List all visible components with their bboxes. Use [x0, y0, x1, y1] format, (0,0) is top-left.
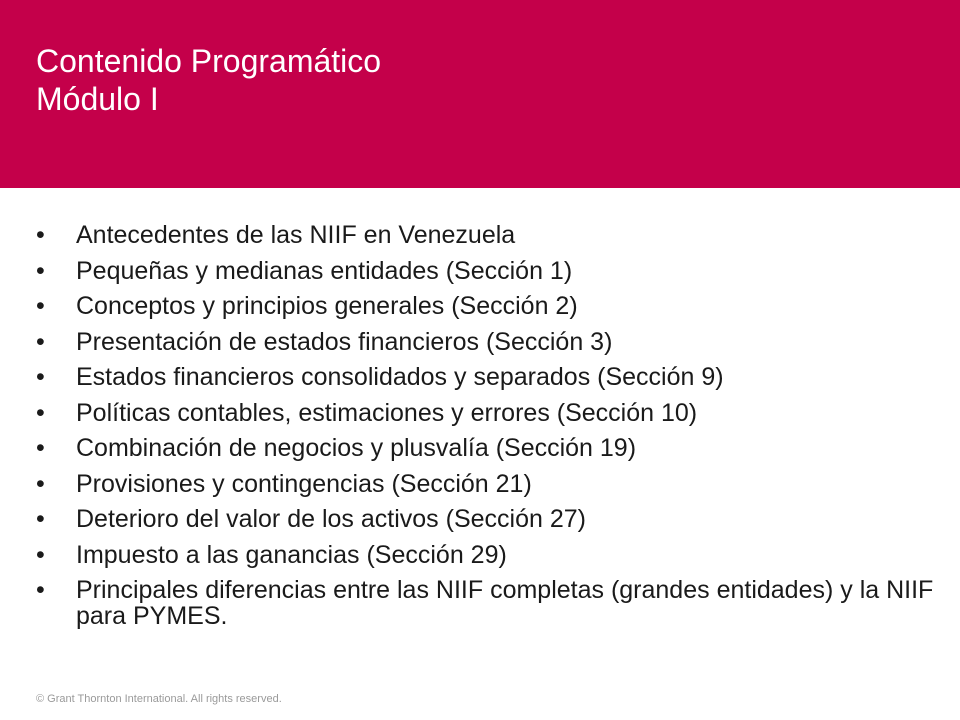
list-item [36, 293, 936, 319]
list-item [36, 329, 936, 355]
title-line-2: Módulo I [36, 81, 159, 117]
list-item [36, 222, 936, 248]
list-item [36, 435, 936, 461]
list-item-text: Impuesto a las ganancias (Sección 29) [76, 540, 507, 569]
list-item-text: Conceptos y principios generales (Sección 2) [76, 292, 578, 320]
bullet-icon: • [36, 398, 45, 427]
header-band [0, 0, 960, 188]
list-item-text: Antecedentes de las NIIF en Venezuela [76, 221, 516, 249]
list-item [36, 364, 936, 390]
bullet-icon: • [36, 540, 45, 569]
bullet-icon: • [36, 469, 45, 498]
title-line-1: Contenido Programático [36, 43, 382, 79]
bullet-icon: • [36, 505, 45, 533]
bullet-icon: • [36, 256, 45, 285]
list-item [36, 258, 936, 284]
list-item [36, 542, 936, 568]
copyright-footer: © Grant Thornton International. All rights reserved. [36, 693, 282, 705]
list-item-text: Estados financieros consolidados y separados (Sección 9) [76, 363, 724, 391]
list-item-text: Pequeñas y medianas entidades (Sección 1) [76, 256, 573, 285]
bullet-icon: • [36, 292, 45, 320]
list-item-text: Políticas contables, estimaciones y errores (Sección 10) [76, 398, 698, 427]
bullet-icon: • [36, 327, 45, 356]
bullet-icon: • [36, 434, 45, 462]
list-item-text: Presentación de estados financieros (Sección 3) [76, 327, 613, 356]
list-item [36, 471, 936, 497]
list-item [36, 506, 936, 532]
bullet-icon: • [36, 221, 45, 249]
bullet-icon: • [36, 576, 45, 604]
list-item-text: Principales diferencias entre las NIIF completas (grandes entidades) y la NIIF para PYMES. [76, 576, 934, 630]
list-item-text: Provisiones y contingencias (Sección 21) [76, 469, 532, 498]
list-item-text: Deterioro del valor de los activos (Sección 27) [76, 505, 586, 533]
bullet-icon: • [36, 363, 45, 391]
bullet-list [36, 222, 936, 639]
list-item [36, 400, 936, 426]
list-item-text: Combinación de negocios y plusvalía (Sección 19) [76, 434, 637, 462]
slide-title [36, 42, 381, 118]
list-item [36, 577, 936, 629]
